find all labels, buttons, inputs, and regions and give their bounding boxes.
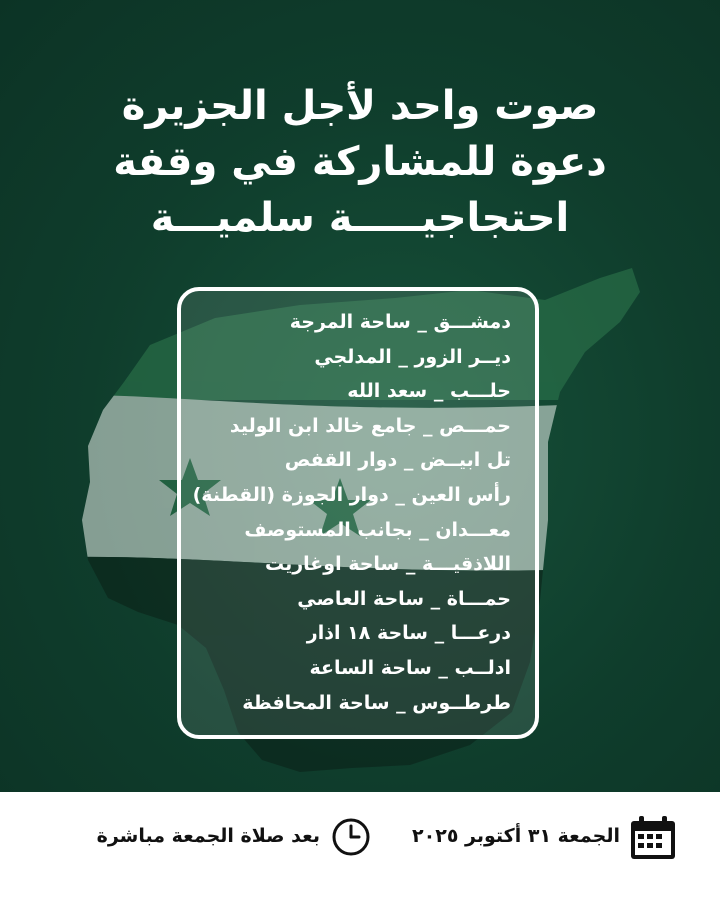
locations-list xyxy=(181,291,535,720)
location-item: حمـــص _ جامع خالد ابن الوليد xyxy=(229,414,511,437)
location-item: ديــر الزور _ المدلجي xyxy=(314,345,511,368)
clock-icon xyxy=(331,817,371,857)
headline-line-3: احتجاجيـــــة سلميـــة xyxy=(150,195,570,241)
location-item: درعـــا _ ساحة ١٨ اذار xyxy=(306,622,511,645)
calendar-icon xyxy=(629,815,677,861)
location-item: دمشـــق _ ساحة المرجة xyxy=(289,311,511,333)
locations-box xyxy=(177,287,539,739)
location-item: طرطــوس _ ساحة المحافظة xyxy=(242,691,511,714)
headline xyxy=(40,78,680,246)
location-item: تل ابيــض _ دوار القفص xyxy=(284,449,511,472)
headline-line-1: صوت واحد لأجل الجزيرة xyxy=(121,83,599,129)
location-item: حلـــب _ سعد الله xyxy=(347,380,511,403)
location-item: اللاذقيـــة _ ساحة اوغاريت xyxy=(264,553,511,576)
event-date: الجمعة ٣١ أكتوبر ٢٠٢٥ xyxy=(412,825,620,847)
event-time: بعد صلاة الجمعة مباشرة xyxy=(96,825,320,847)
location-item: معـــدان _ بجانب المستوصف xyxy=(244,518,511,541)
location-item: حمـــاة _ ساحة العاصي xyxy=(297,587,511,610)
location-item: ادلــب _ ساحة الساعة xyxy=(309,656,511,679)
headline-line-2: دعوة للمشاركة في وقفة xyxy=(113,139,607,185)
location-item: رأس العين _ دوار الجوزة (القطنة) xyxy=(192,483,511,506)
